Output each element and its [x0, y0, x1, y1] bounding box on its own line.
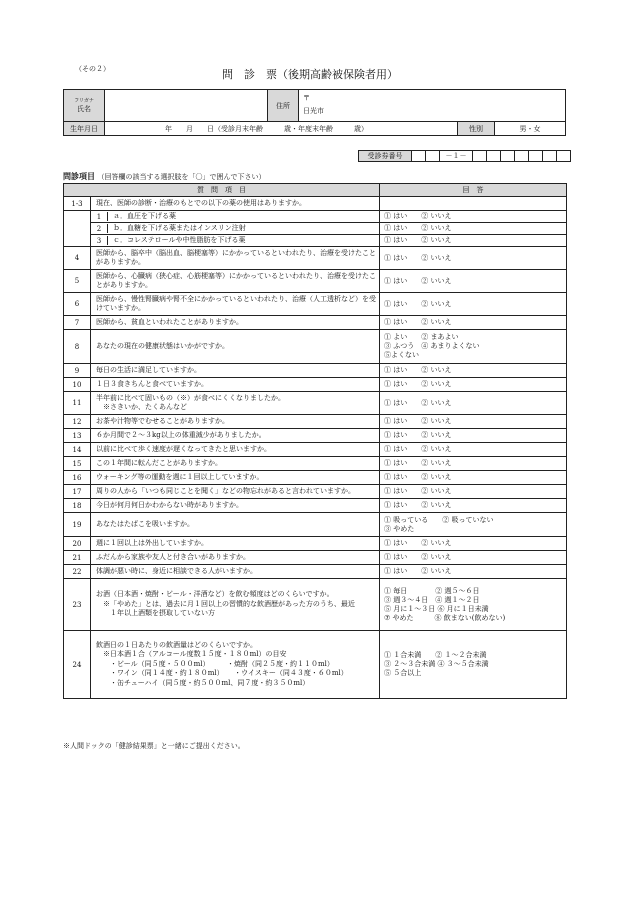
answer-options[interactable]: ① はい ② いいえ — [380, 270, 567, 293]
answer-options[interactable]: ① はい ② いいえ — [380, 485, 567, 499]
question-text: 医師から、心臓病（狭心症、心筋梗塞等）にかかっているといわれたり、治療を受けたことがありますか。 — [91, 270, 380, 293]
ticket-label: 受診券番号 — [359, 151, 412, 162]
question-row — [64, 392, 567, 415]
question-text: 週に１回以上は外出していますか。 — [91, 537, 380, 551]
answer-options[interactable]: ① はい ② いいえ — [380, 235, 567, 247]
question-row — [64, 223, 567, 235]
question-text: お酒（日本酒・焼酎・ビール・洋酒など）を飲む頻度はどのくらいですか。 ※「やめた」とは、過去に月１回以上の習慣的な飲酒歴があった方のうち、最近 １年以上酒類を摂取していない方 — [91, 579, 380, 631]
questionnaire-table — [63, 183, 567, 699]
answer-options[interactable]: ① よい ② まあよい ③ ふつう ④ あまりよくない ⑤よくない — [380, 330, 567, 364]
question-text: ｂ．血糖を下げる薬またはインスリン注射 — [113, 223, 246, 232]
question-row — [64, 378, 567, 392]
question-text: あなたはたばこを吸いますか。 — [91, 513, 380, 537]
answer-options[interactable]: ① はい ② いいえ — [380, 457, 567, 471]
ticket-digit[interactable] — [487, 151, 501, 162]
name-label-cell — [64, 90, 105, 122]
ticket-digit[interactable] — [412, 151, 426, 162]
question-number: 11 — [64, 392, 91, 415]
question-number: 8 — [64, 330, 91, 364]
question-row — [64, 211, 567, 223]
question-text: １日３食きちんと食べていますか。 — [91, 378, 380, 392]
question-row — [64, 499, 567, 513]
question-number: 19 — [64, 513, 91, 537]
gender-label: 性別 — [458, 122, 495, 136]
question-row — [64, 631, 567, 699]
sub-question-number: 3 — [91, 236, 108, 246]
section-instruction: （回答欄の該当する選択肢を「〇」で囲んで下さい） — [97, 173, 266, 181]
answer-options[interactable]: ① はい ② いいえ — [380, 223, 567, 235]
question-row — [64, 364, 567, 378]
question-row — [64, 443, 567, 457]
question-text: お茶や汁物等でむせることがありますか。 — [91, 415, 380, 429]
question-row — [64, 565, 567, 579]
birth-field[interactable]: 年 月 日（受診月末年齢 歳・年度末年齢 歳） — [105, 122, 458, 136]
question-number: 10 — [64, 378, 91, 392]
question-text: 医師から、貧血といわれたことがありますか。 — [91, 316, 380, 330]
answer-options[interactable]: ① はい ② いいえ — [380, 247, 567, 270]
question-text: 以前に比べて歩く速度が遅くなってきたと思いますか。 — [91, 443, 380, 457]
ticket-digit[interactable] — [501, 151, 515, 162]
question-row — [64, 429, 567, 443]
answer-options[interactable]: ① 吸っている ② 吸っていない ③ やめた — [380, 513, 567, 537]
question-row — [64, 293, 567, 316]
sheet-number: （その２） — [75, 65, 110, 73]
answer-options[interactable]: ① はい ② いいえ — [380, 471, 567, 485]
gender-options[interactable]: 男・女 — [495, 122, 566, 136]
question-number: 12 — [64, 415, 91, 429]
question-text: 医師から、慢性腎臓病や腎不全にかかっているといわれたり、治療（人工透析など）を受けていますか。 — [91, 293, 380, 316]
indent-cell — [64, 235, 91, 247]
question-row — [64, 270, 567, 293]
question-text: 周りの人から「いつも同じことを聞く」などの物忘れがあると言われていますか。 — [91, 485, 380, 499]
address-field[interactable] — [299, 90, 566, 122]
question-number: 22 — [64, 565, 91, 579]
footnote: ※人間ドックの「健診結果票」と一緒にご提出ください。 — [63, 742, 245, 750]
question-number: 21 — [64, 551, 91, 565]
sub-question-cell — [91, 235, 380, 247]
answer-options[interactable]: ① はい ② いいえ — [380, 537, 567, 551]
name-field[interactable] — [105, 90, 268, 122]
question-row — [64, 316, 567, 330]
question-number: 17 — [64, 485, 91, 499]
question-row — [64, 197, 567, 211]
question-number: 5 — [64, 270, 91, 293]
answer-options[interactable]: ① はい ② いいえ — [380, 429, 567, 443]
furigana-label: フリガナ — [74, 98, 94, 104]
question-row — [64, 471, 567, 485]
ticket-digit[interactable] — [473, 151, 487, 162]
address-label: 住所 — [268, 90, 299, 122]
question-text: ６か月間で２～３kg以上の体重減少がありましたか。 — [91, 429, 380, 443]
answer-options[interactable] — [380, 197, 567, 211]
question-row — [64, 579, 567, 631]
question-number: 13 — [64, 429, 91, 443]
postal-mark: 〒 — [303, 94, 310, 102]
question-number: 23 — [64, 579, 91, 631]
answer-options[interactable]: ① はい ② いいえ — [380, 443, 567, 457]
question-row — [64, 513, 567, 537]
question-row — [64, 330, 567, 364]
answer-options[interactable]: ① はい ② いいえ — [380, 211, 567, 223]
question-text: 現在、医師の診断・治療のもとでの以下の薬の使用はありますか。 — [91, 197, 380, 211]
answer-options[interactable]: ① １合未満 ② １～２合未満 ③ ２～３合未満 ④ ３～５合未満 ⑤ ５合以上 — [380, 631, 567, 699]
question-number: 4 — [64, 247, 91, 270]
answer-options[interactable]: ① はい ② いいえ — [380, 378, 567, 392]
ticket-dash: －１－ — [440, 151, 473, 162]
question-text: あなたの現在の健康状態はいかがですか。 — [91, 330, 380, 364]
answer-options[interactable]: ① はい ② いいえ — [380, 392, 567, 415]
sub-question-number: 1 — [91, 212, 108, 222]
answer-options[interactable]: ① はい ② いいえ — [380, 499, 567, 513]
question-number: 6 — [64, 293, 91, 316]
question-text: 体調が悪い時に、身近に相談できる人がいますか。 — [91, 565, 380, 579]
ticket-digit[interactable] — [426, 151, 440, 162]
ticket-digit[interactable] — [529, 151, 543, 162]
question-text: ウォーキング等の運動を週に１回以上していますか。 — [91, 471, 380, 485]
question-text: 今日が何月何日かわからない時がありますか。 — [91, 499, 380, 513]
answer-options[interactable]: ① はい ② いいえ — [380, 364, 567, 378]
ticket-digit[interactable] — [515, 151, 529, 162]
sub-question-cell — [91, 223, 380, 235]
question-number: 7 — [64, 316, 91, 330]
ticket-digit[interactable] — [557, 151, 571, 162]
question-row — [64, 415, 567, 429]
question-row — [64, 485, 567, 499]
question-text: 飲酒日の１日あたりの飲酒量はどのくらいですか。 ※日本酒１合（アルコール度数１５度・１８０ml）の目安 ・ビール（同５度・５００ml） ・焼酎（同２５度・約１１０ml） ・ワイン（同１４度・約１８０ml） ・ウイスキー（同４３度・６０ml） ・缶チューハイ（同５度・約５００ml、同７度・約３５０ml） — [91, 631, 380, 699]
indent-cell — [64, 223, 91, 235]
answer-options[interactable]: ① はい ② いいえ — [380, 293, 567, 316]
answer-options[interactable]: ① 毎日 ② 週５～６日 ③ 週３～４日 ④ 週１～２日 ⑤ 月に１～３日 ⑥ 月に１日未満 ⑦ やめた ⑧ 飲まない(飲めない) — [380, 579, 567, 631]
sub-question-number: 2 — [91, 224, 108, 234]
name-label: 氏名 — [77, 105, 91, 113]
question-number: 16 — [64, 471, 91, 485]
answer-options[interactable]: ① はい ② いいえ — [380, 415, 567, 429]
question-text: 毎日の生活に満足していますか。 — [91, 364, 380, 378]
question-row — [64, 457, 567, 471]
question-row — [64, 247, 567, 270]
sub-question-cell — [91, 211, 380, 223]
question-number: 14 — [64, 443, 91, 457]
question-text: ａ．血圧を下げる薬 — [113, 211, 176, 220]
question-number: 1-3 — [64, 197, 91, 211]
ticket-number-table — [358, 150, 571, 162]
answer-options[interactable]: ① はい ② いいえ — [380, 316, 567, 330]
question-text: 半年前に比べて固いもの（※）が食べにくくなりましたか。 ※さきいか、たくあんなど — [91, 392, 380, 415]
question-text: ｃ．コレステロールや中性脂肪を下げる薬 — [113, 235, 246, 244]
header-question: 質 問 項 目 — [64, 184, 380, 197]
page-title: 問 診 票（後期高齢被保険者用） — [222, 68, 398, 81]
question-number: 9 — [64, 364, 91, 378]
question-row — [64, 235, 567, 247]
section-heading — [63, 171, 266, 182]
ticket-digit[interactable] — [543, 151, 557, 162]
answer-options[interactable]: ① はい ② いいえ — [380, 565, 567, 579]
question-number: 15 — [64, 457, 91, 471]
question-row — [64, 537, 567, 551]
question-number: 20 — [64, 537, 91, 551]
question-text: この１年間に転んだことがありますか。 — [91, 457, 380, 471]
question-row — [64, 551, 567, 565]
birth-label: 生年月日 — [64, 122, 105, 136]
indent-cell — [64, 211, 91, 223]
question-text: 医師から、脳卒中（脳出血、脳梗塞等）にかかっているといわれたり、治療を受けたことがありますか。 — [91, 247, 380, 270]
question-number: 24 — [64, 631, 91, 699]
question-text: ふだんから家族や友人と付き合いがありますか。 — [91, 551, 380, 565]
city-text: 日光市 — [303, 107, 324, 115]
patient-info-table — [63, 89, 566, 136]
question-number: 18 — [64, 499, 91, 513]
section-title: 問診項目 — [63, 171, 95, 181]
answer-options[interactable]: ① はい ② いいえ — [380, 551, 567, 565]
header-answer: 回 答 — [380, 184, 567, 197]
